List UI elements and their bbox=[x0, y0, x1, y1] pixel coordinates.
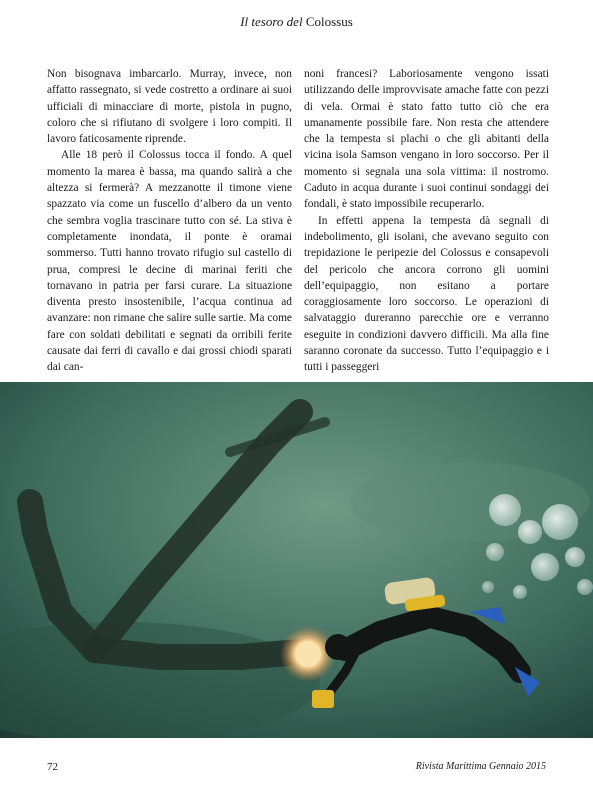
running-head-roman: Colossus bbox=[302, 14, 353, 29]
underwater-diver-anchor-photo bbox=[0, 382, 593, 738]
paragraph: In effetti appena la tempesta dà segnali di indebolimento, gli isolani, che avevano seguito con trepidazione le peripezie del Colossus e consapevoli del pericolo che ancora corrono gli uomini dell’equipaggio, non esitano a portare coraggiosamente loro soccorso. Le operazioni di salvataggio dureranno parecchie ore e verranno eseguite in condizioni davvero difficili. Ma alla fine saranno coronate da successo. Tutto l’equipaggio e i tutti i passeggeri bbox=[304, 214, 549, 374]
page-number: 72 bbox=[47, 761, 58, 773]
paragraph: noni francesi? Laboriosamente vengono issati utilizzando delle improvvisate amache fatte con pezzi di vela. Ormai è stato fatto tutto ciò che era umanamente possibile fare. Non resta che attendere che la tempesta si plachi o che gli abitanti della vicina isola Samson vengano in loro soccorso. Per il momento si segnala una sola vittima: il nostromo. Caduto in acqua durante i suoi continui sondaggi dei fondali, è stato impossibile recuperarlo. bbox=[304, 68, 549, 211]
publication-footer: Rivista Marittima Gennaio 2015 bbox=[415, 761, 546, 772]
text-column-left bbox=[47, 66, 292, 376]
paragraph: Non bisognava imbarcarlo. Murray, invece, non affatto rassegnato, si vede costretto a ordinare ai suoi ufficiali di minacciare di morte, pistola in pugno, coloro che si rifiutano di svolgere i loro compiti. Il lavoro faticosamente riprende. bbox=[47, 68, 292, 146]
photo-illustration bbox=[0, 382, 593, 738]
running-head-italic: Il tesoro del bbox=[240, 14, 303, 29]
running-head bbox=[0, 14, 593, 30]
paragraph: Alle 18 però il Colossus tocca il fondo. A quel momento la marea è bassa, ma quando salirà a che altezza si fermerà? A mezzanotte il timone viene spazzato via come un fuscello d’albero da un vento che sembra voglia trascinare tutto con sé. La stiva è completamente inondata, il ponte è oramai sommerso. Tutti hanno trovato rifugio sul castello di prua, compresi le decine di marinai feriti che tornavano in patria per farsi curare. La situazione diventa presto insostenibile, l’acqua continua ad avanzare: non rimane che salire sulle sartie. Ma come fare con soldati debilitati e segnati da orribili ferite causate dai ferri di cavallo e dai grossi chiodi sparati dai can- bbox=[47, 149, 292, 374]
text-column-right bbox=[304, 66, 549, 376]
